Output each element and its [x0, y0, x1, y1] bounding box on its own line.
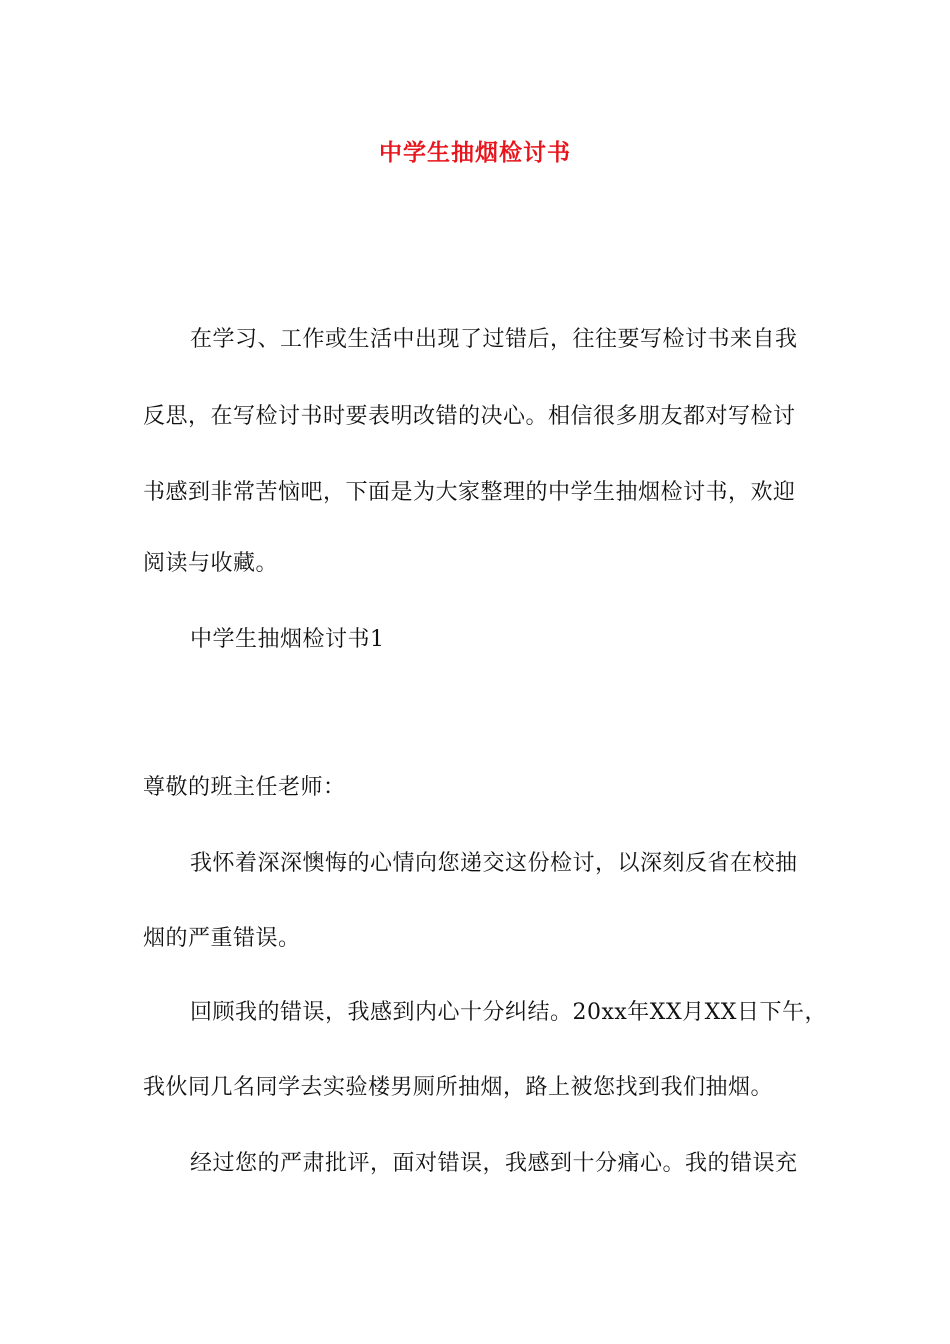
intro-line-4: 阅读与收藏。 — [143, 551, 279, 576]
paragraph-3-line-1: 经过您的严肃批评，面对错误，我感到十分痛心。我的错误充 — [190, 1151, 798, 1176]
intro-line-2: 反思，在写检讨书时要表明改错的决心。相信很多朋友都对写检讨 — [143, 404, 796, 429]
intro-line-1: 在学习、工作或生活中出现了过错后，往往要写检讨书来自我 — [190, 327, 798, 352]
paragraph-2-line-2: 我伙同几名同学去实验楼男厕所抽烟，路上被您找到我们抽烟。 — [143, 1075, 774, 1100]
intro-line-3: 书感到非常苦恼吧，下面是为大家整理的中学生抽烟检讨书，欢迎 — [143, 480, 796, 505]
paragraph-2-line-1: 回顾我的错误，我感到内心十分纠结。20xx年XX月XX日下午， — [190, 1000, 827, 1025]
section-heading: 中学生抽烟检讨书1 — [190, 627, 385, 652]
paragraph-1-line-1: 我怀着深深懊悔的心情向您递交这份检讨，以深刻反省在校抽 — [190, 851, 798, 876]
document-title: 中学生抽烟检讨书 — [379, 140, 571, 166]
paragraph-1-line-2: 烟的严重错误。 — [143, 926, 301, 951]
salutation: 尊敬的班主任老师： — [143, 775, 346, 800]
